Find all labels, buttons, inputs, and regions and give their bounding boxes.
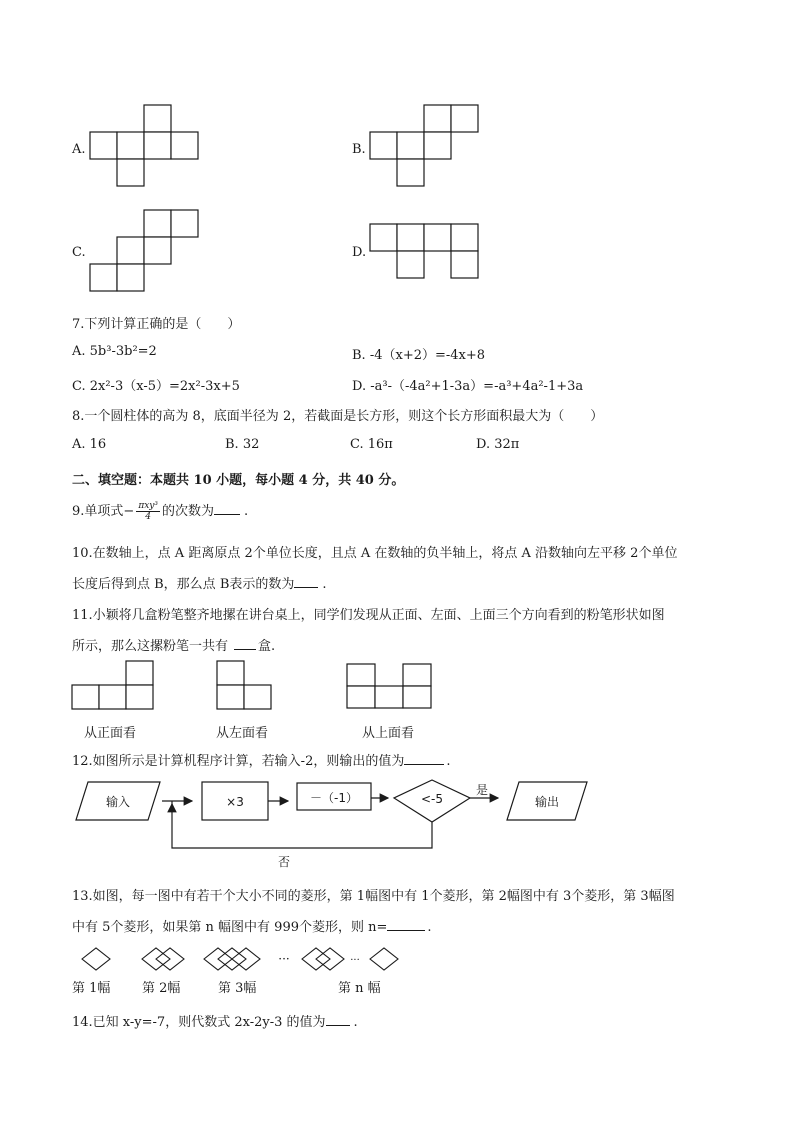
q8-option-c: C. 16π [350, 437, 393, 452]
flow-condition-text: <-5 [420, 792, 444, 806]
q7-option-b: B. -4（x+2）=-4x+8 [352, 348, 486, 363]
q8-option-d: D. 32π [476, 437, 520, 452]
q13-answer-blank[interactable] [387, 918, 425, 931]
q7-option-c: C. 2x²-3（x-5）=2x²-3x+5 [72, 379, 240, 394]
q9-suffix: 的次数为 [162, 504, 215, 519]
q13-line1: 13.如图，每一图中有若干个大小不同的菱形，第 1幅图中有 1个菱形，第 2幅图中有 3个菱形，第 3幅图 [72, 889, 675, 904]
q12-stem-text: 12.如图所示是计算机程序计算，若输入-2，则输出的值为 [72, 754, 405, 769]
flow-minus-text: －（-1） [310, 791, 358, 805]
q10-answer-blank[interactable] [294, 575, 318, 588]
q11-line2-text: 所示，那么这摞粉笔一共有 [72, 639, 229, 654]
rhombus-caption-3: 第 3幅 [218, 981, 257, 996]
rhombus-caption-1: 第 1幅 [72, 981, 111, 996]
option-c-label: C. [72, 245, 86, 260]
q9-end: . [244, 504, 249, 519]
top-view-caption: 从上面看 [362, 726, 415, 741]
q9-numerator: πxy³ [138, 501, 158, 511]
rhombus-fig1 [82, 948, 110, 970]
q11-line1: 11.小颖将几盒粉笔整齐地摞在讲台桌上，同学们发现从正面、左面、上面三个方向看到的粉笔形状如图 [72, 608, 665, 623]
q8-stem: 8.一个圆柱体的高为 8，底面半径为 2，若截面是长方形，则这个长方形面积最大为（ ） [72, 409, 604, 424]
q8-option-b: B. 32 [225, 437, 260, 452]
flowchart [70, 778, 590, 878]
q13-line2-text: 中有 5个菱形，如果第 n 幅图中有 999个菱形，则 n= [72, 920, 388, 935]
q12-end: . [446, 754, 451, 769]
q11-answer-blank[interactable] [234, 637, 256, 650]
option-a-label: A. [72, 142, 86, 157]
svg-text:···: ··· [350, 955, 360, 966]
q7-option-d: D. -a³-（-4a²+1-3a）=-a³+4a²-1+3a [352, 379, 584, 394]
flow-output-text: 输出 [534, 795, 560, 809]
option-c-net-figure [90, 210, 200, 295]
rhombus-fig2 [142, 948, 184, 970]
q14-end: . [353, 1015, 358, 1030]
flow-input-text: 输入 [105, 795, 131, 809]
option-d-net-figure [370, 224, 480, 284]
option-b-label: B. [352, 142, 366, 157]
front-view-figure [72, 661, 157, 717]
q13-end: . [427, 920, 432, 935]
rhombus-fig3 [204, 948, 260, 970]
section-heading: 二、填空题：本题共 10 小题，每小题 4 分，共 40 分。 [72, 473, 405, 488]
q14-stem-text: 14.已知 x-y=-7，则代数式 2x-2y-3 的值为 [72, 1015, 326, 1030]
q7-stem: 7.下列计算正确的是（ ） [72, 317, 241, 332]
q10-line1: 10.在数轴上，点 A 距离原点 2个单位长度，且点 A 在数轴的负半轴上，将点 A 沿数轴向左平移 2个单位 [72, 546, 678, 561]
q13-line2 [72, 916, 432, 935]
flow-no-label: 否 [277, 855, 291, 869]
q9-fraction [136, 501, 160, 522]
q14-stem [72, 1011, 358, 1030]
rhombus-ellipsis: ··· [278, 952, 290, 966]
q9-prefix: 9.单项式 [72, 504, 124, 519]
q12-stem [72, 750, 450, 769]
rhombus-caption-n: 第 n 幅 [338, 981, 381, 996]
top-view-figure [347, 664, 435, 716]
rhombus-fign [302, 948, 398, 970]
flow-yes-label: 是 [475, 783, 489, 797]
q11-line2 [72, 635, 275, 654]
q11-line2-end: 盒. [258, 639, 276, 654]
left-view-caption: 从左面看 [216, 726, 269, 741]
q12-answer-blank[interactable] [404, 752, 444, 765]
rhombus-figures [82, 946, 412, 976]
q8-option-a: A. 16 [72, 437, 107, 452]
q10-end: . [322, 577, 327, 592]
left-view-figure [217, 661, 277, 717]
q7-option-a: A. 5b³-3b²=2 [72, 344, 157, 359]
q10-line2 [72, 573, 327, 592]
q10-line2-text: 长度后得到点 B，那么点 B表示的数为 [72, 577, 295, 592]
option-a-net-figure [90, 105, 200, 190]
option-d-label: D. [352, 245, 367, 260]
rhombus-caption-2: 第 2幅 [142, 981, 181, 996]
q9-denominator: 4 [145, 512, 152, 522]
q9-line [72, 500, 248, 524]
q9-minus: − [123, 504, 135, 519]
option-b-net-figure [370, 105, 480, 190]
front-view-caption: 从正面看 [84, 726, 137, 741]
q9-answer-blank[interactable] [214, 502, 240, 515]
flow-times-text: ×3 [226, 795, 244, 809]
q14-answer-blank[interactable] [326, 1013, 350, 1026]
